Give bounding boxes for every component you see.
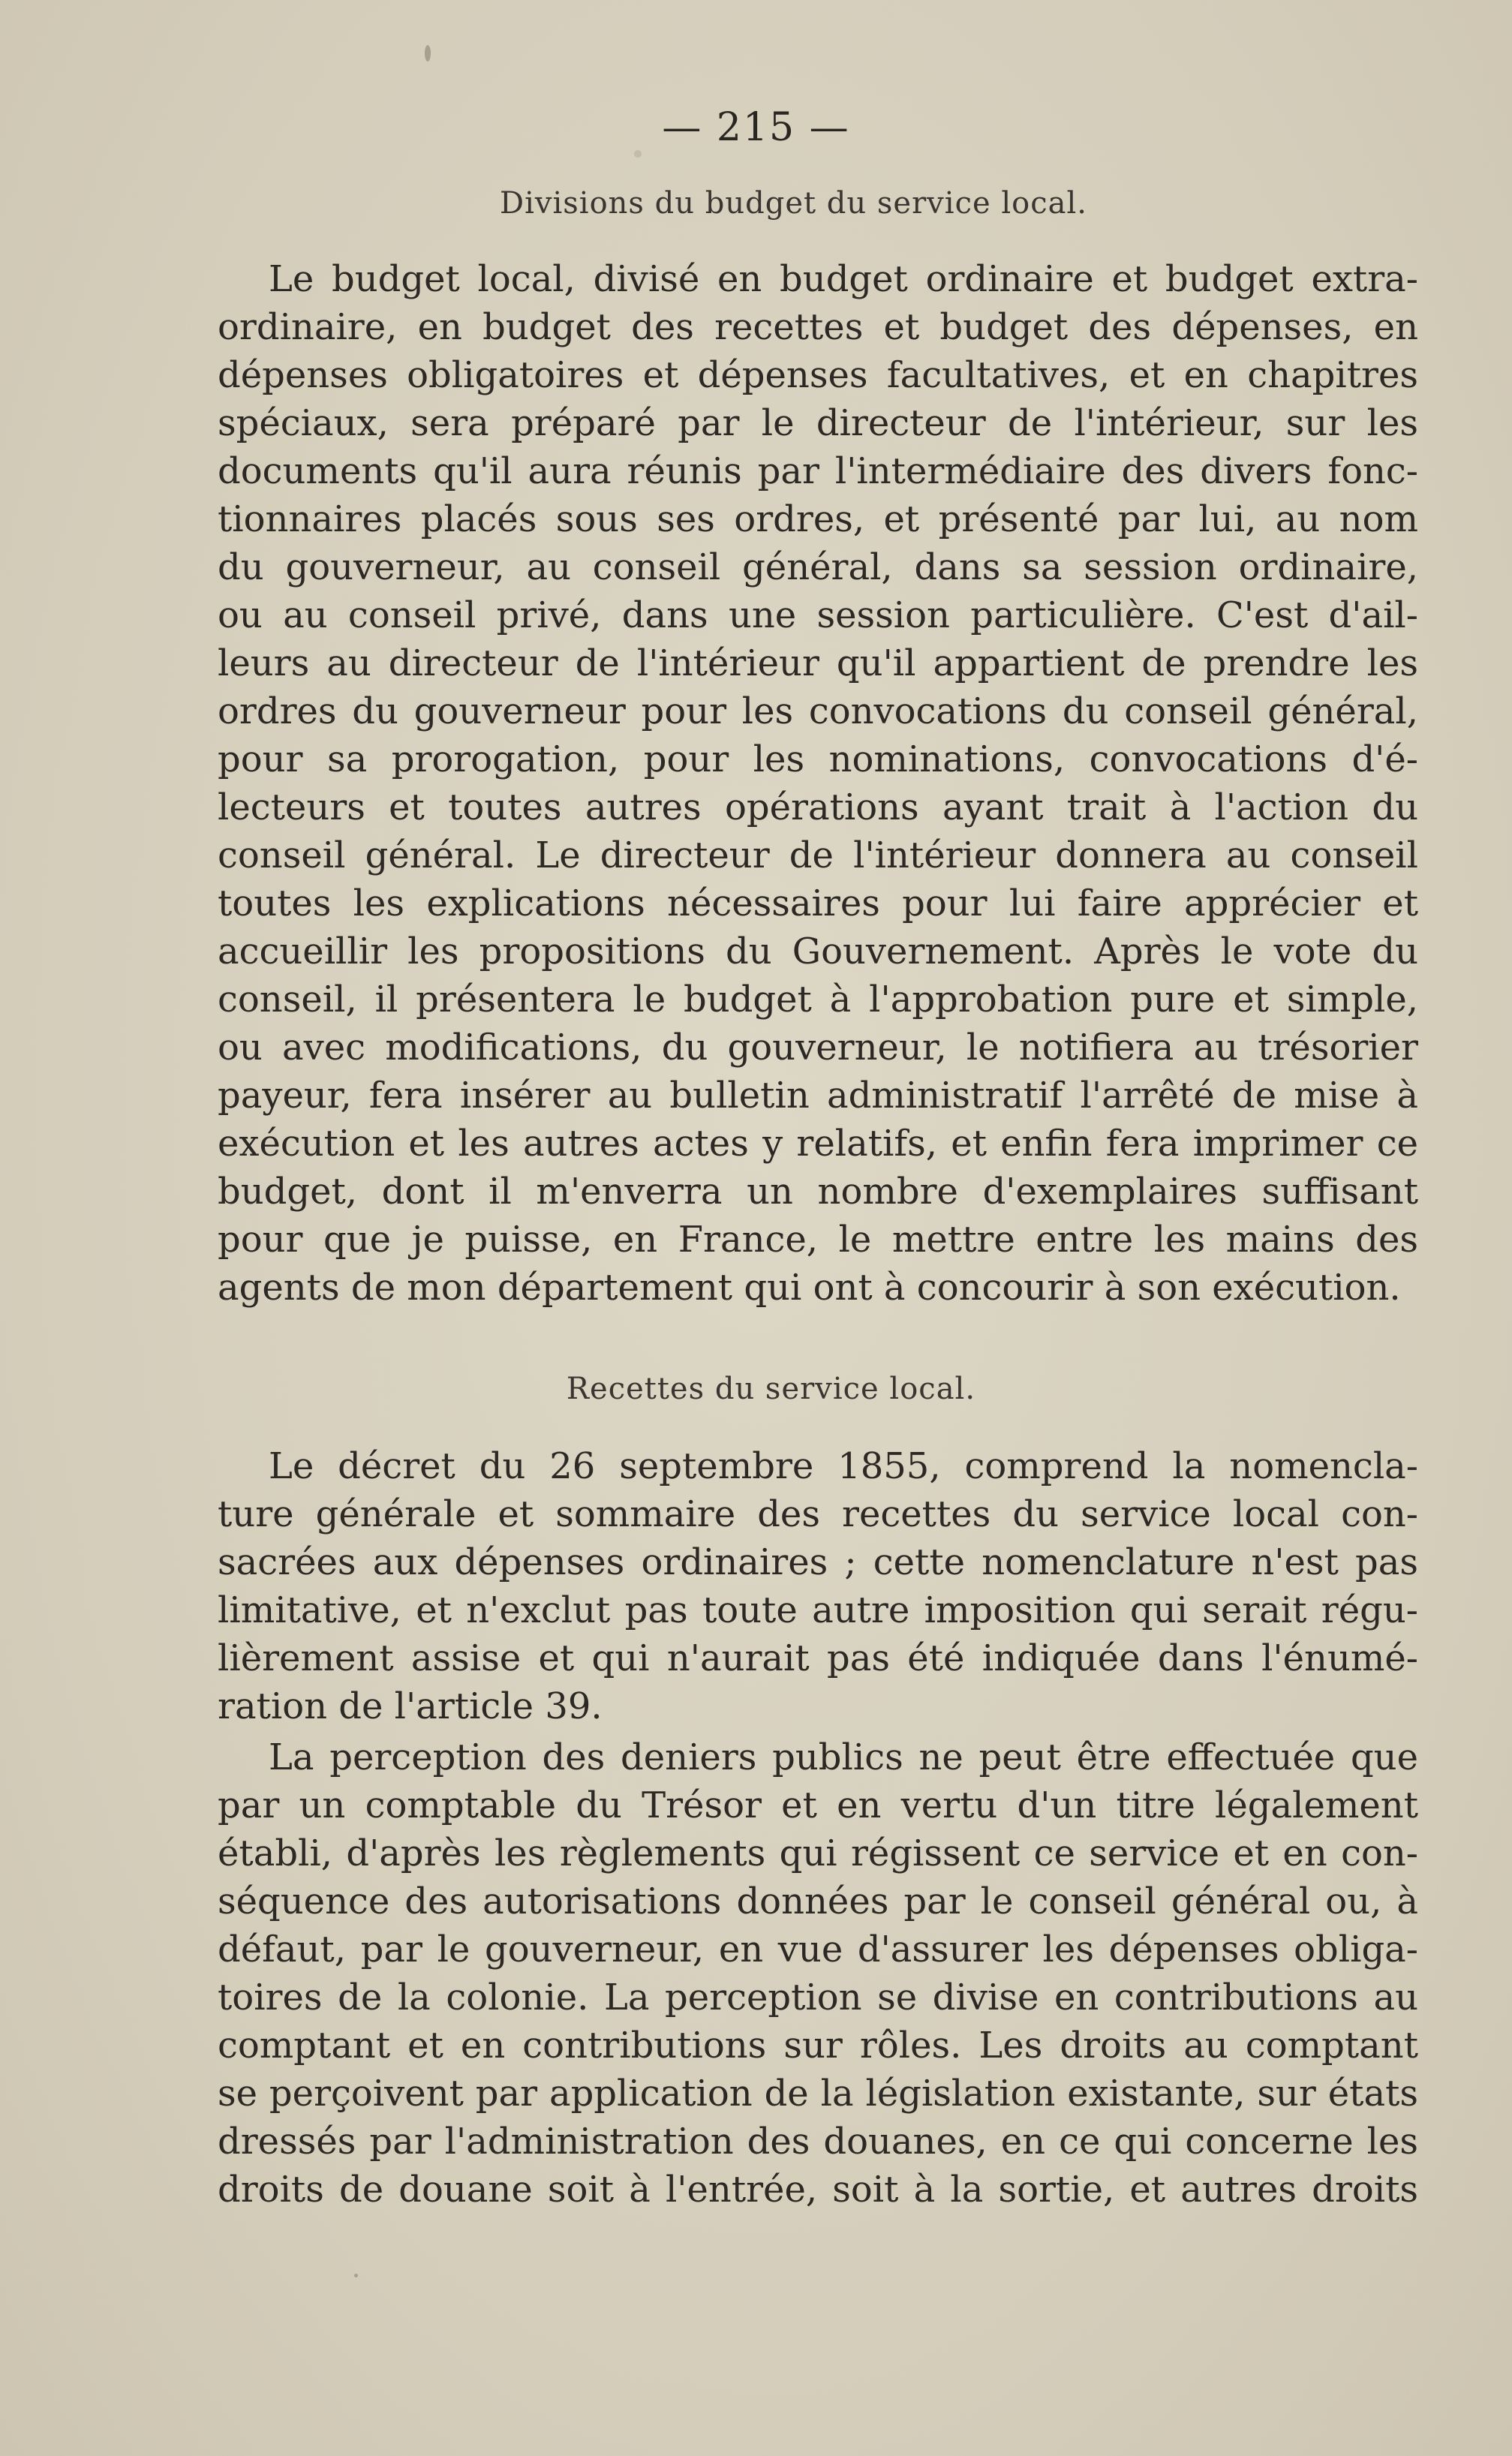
- text-line: Le budget local, divisé en budget ordinaire et budget extra-: [269, 258, 1418, 300]
- paragraph-public-funds-collection: [218, 1733, 1418, 2214]
- text-line: droits de douane soit à l'entrée, soit à la sortie, et autres droits: [218, 2169, 1418, 2211]
- text-line: ou au conseil privé, dans une session particulière. C'est d'ail-: [218, 594, 1418, 636]
- text-line: lecteurs et toutes autres opérations ayant trait à l'action du: [218, 786, 1418, 828]
- page-number: — 215 —: [662, 105, 850, 150]
- text-line: exécution et les autres actes y relatifs, et enfin fera imprimer ce: [218, 1123, 1418, 1165]
- text-line: documents qu'il aura réunis par l'intermédiaire des divers fonc-: [218, 450, 1418, 492]
- text-line: Le décret du 26 septembre 1855, comprend la nomencla-: [269, 1445, 1418, 1487]
- text-line: établi, d'après les règlements qui régissent ce service et en con-: [218, 1832, 1418, 1874]
- text-line: ordinaire, en budget des recettes et budget des dépenses, en: [218, 306, 1418, 348]
- text-line: spéciaux, sera préparé par le directeur de l'intérieur, sur les: [218, 402, 1418, 444]
- text-line: conseil général. Le directeur de l'intérieur donnera au conseil: [218, 834, 1418, 876]
- text-line: leurs au directeur de l'intérieur qu'il appartient de prendre les: [218, 642, 1418, 684]
- text-line: par un comptable du Trésor et en vertu d'un titre légalement: [218, 1784, 1418, 1826]
- text-line: comptant et en contributions sur rôles. Les droits au comptant: [218, 2025, 1418, 2067]
- text-line: ration de l'article 39.: [218, 1685, 603, 1727]
- text-line: défaut, par le gouverneur, en vue d'assurer les dépenses obliga-: [218, 1928, 1418, 1971]
- section-heading-local-revenue: Recettes du service local.: [566, 1372, 976, 1406]
- text-line: La perception des deniers publics ne peut être effectuée que: [269, 1736, 1418, 1778]
- ink-speck: [634, 150, 642, 158]
- text-line: ou avec modifications, du gouverneur, le notifiera au trésorier: [218, 1027, 1418, 1069]
- text-line: toires de la colonie. La perception se divise en contributions au: [218, 1977, 1418, 2019]
- text-line: tionnaires placés sous ses ordres, et présenté par lui, au nom: [218, 498, 1418, 540]
- section-heading-budget-divisions: Divisions du budget du service local.: [500, 186, 1087, 221]
- text-line: payeur, fera insérer au bulletin administratif l'arrêté de mise à: [218, 1075, 1418, 1117]
- text-line: dressés par l'administration des douanes, en ce qui concerne les: [218, 2121, 1418, 2163]
- text-line: séquence des autorisations données par le conseil général ou, à: [218, 1880, 1418, 1922]
- text-line: du gouverneur, au conseil général, dans sa session ordinaire,: [218, 546, 1418, 588]
- ink-speck: [425, 45, 431, 62]
- text-line: se perçoivent par application de la législation existante, sur états: [218, 2073, 1418, 2115]
- text-line: ordres du gouverneur pour les convocations du conseil général,: [218, 690, 1418, 732]
- paragraph-budget-divisions: [218, 255, 1418, 1312]
- text-line: pour que je puisse, en France, le mettre entre les mains des: [218, 1219, 1418, 1261]
- text-line: sacrées aux dépenses ordinaires ; cette nomenclature n'est pas: [218, 1541, 1418, 1583]
- text-line: budget, dont il m'enverra un nombre d'exemplaires suffisant: [218, 1171, 1418, 1213]
- text-line: accueillir les propositions du Gouvernement. Après le vote du: [218, 930, 1418, 972]
- text-line: agents de mon département qui ont à concourir à son exécution.: [218, 1267, 1401, 1309]
- text-line: ture générale et sommaire des recettes du service local con-: [218, 1493, 1418, 1535]
- text-line: lièrement assise et qui n'aurait pas été indiquée dans l'énumé-: [218, 1637, 1418, 1679]
- text-line: dépenses obligatoires et dépenses facultatives, et en chapitres: [218, 354, 1418, 396]
- text-line: pour sa prorogation, pour les nominations, convocations d'é-: [218, 738, 1418, 780]
- text-line: toutes les explications nécessaires pour lui faire apprécier et: [218, 882, 1418, 924]
- text-line: limitative, et n'exclut pas toute autre imposition qui serait régu-: [218, 1589, 1418, 1631]
- text-line: conseil, il présentera le budget à l'approbation pure et simple,: [218, 978, 1418, 1021]
- paragraph-decree-nomenclature: [218, 1442, 1418, 1730]
- ink-speck: [354, 2274, 358, 2277]
